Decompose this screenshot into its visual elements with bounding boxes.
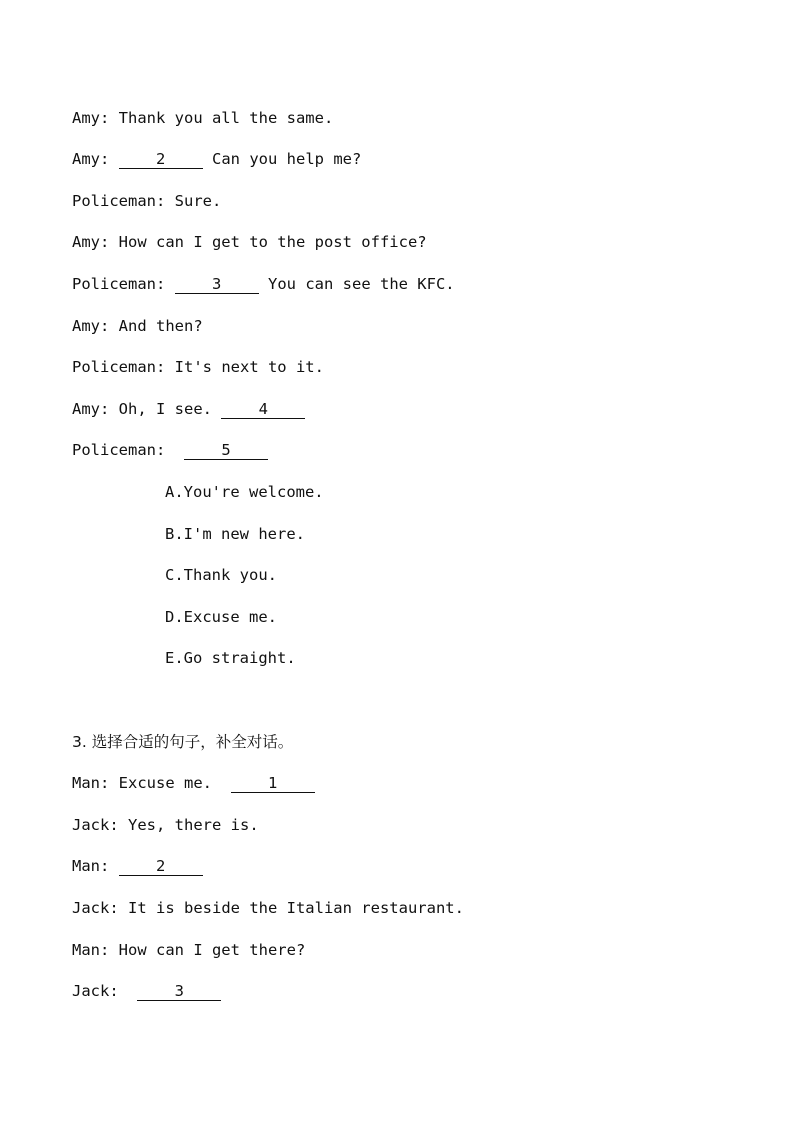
answer-blank-5[interactable]: 5	[184, 441, 268, 460]
dialogue-line	[72, 108, 333, 128]
dialogue-line	[72, 274, 455, 294]
line-text: How can I get to the post office?	[109, 233, 427, 251]
answer-blank-1[interactable]: 1	[231, 774, 315, 793]
option-e: E.Go straight.	[165, 649, 296, 667]
answer-blank-4[interactable]: 4	[221, 400, 305, 419]
line-text: Sure.	[165, 192, 222, 210]
answer-blank-3[interactable]: 3	[175, 275, 259, 294]
dialogue-line	[72, 898, 464, 918]
speaker: Amy:	[72, 233, 110, 251]
speaker: Policeman:	[72, 441, 166, 459]
line-text: Oh, I see.	[109, 400, 222, 418]
line-text	[119, 982, 138, 1000]
option-c: C.Thank you.	[165, 566, 277, 584]
dialogue-line	[72, 357, 324, 377]
speaker: Jack:	[72, 982, 119, 1000]
speaker: Amy:	[72, 109, 110, 127]
dialogue-line	[72, 815, 259, 835]
speaker: Policeman:	[72, 275, 166, 293]
dialogue-line	[72, 856, 203, 876]
answer-blank-2[interactable]: 2	[119, 857, 203, 876]
line-text: Thank you all the same.	[109, 109, 334, 127]
line-text: And then?	[109, 317, 203, 335]
section-heading: 3. 选择合适的句子，补全对话。	[72, 733, 294, 751]
line-text	[165, 275, 174, 293]
line-text	[109, 857, 118, 875]
line-text: It is beside the Italian restaurant.	[118, 899, 464, 917]
dialogue-line	[72, 232, 427, 252]
speaker: Man:	[72, 941, 110, 959]
line-text: Excuse me.	[109, 774, 231, 792]
speaker: Policeman:	[72, 358, 166, 376]
speaker: Jack:	[72, 816, 119, 834]
option-d: D.Excuse me.	[165, 608, 277, 626]
line-text	[165, 441, 184, 459]
line-text	[109, 150, 118, 168]
dialogue-line	[72, 316, 203, 336]
line-text: It's next to it.	[165, 358, 324, 376]
line-text: Yes, there is.	[118, 816, 259, 834]
dialogue-line	[72, 191, 221, 211]
line-text: How can I get there?	[109, 941, 306, 959]
option-b: B.I'm new here.	[165, 525, 305, 543]
answer-blank-2[interactable]: 2	[119, 150, 203, 169]
speaker: Man:	[72, 857, 110, 875]
line-text: Can you help me?	[202, 150, 362, 168]
speaker: Policeman:	[72, 192, 166, 210]
option-a: A.You're welcome.	[165, 483, 324, 501]
speaker: Amy:	[72, 150, 110, 168]
speaker: Jack:	[72, 899, 119, 917]
dialogue-line	[72, 940, 305, 960]
dialogue-line	[72, 440, 268, 460]
line-text: You can see the KFC.	[258, 275, 455, 293]
speaker: Amy:	[72, 317, 110, 335]
speaker: Man:	[72, 774, 110, 792]
dialogue-line	[72, 149, 361, 169]
dialogue-line	[72, 773, 315, 793]
dialogue-line	[72, 981, 221, 1001]
answer-blank-3[interactable]: 3	[137, 982, 221, 1001]
speaker: Amy:	[72, 400, 110, 418]
dialogue-line	[72, 399, 305, 419]
